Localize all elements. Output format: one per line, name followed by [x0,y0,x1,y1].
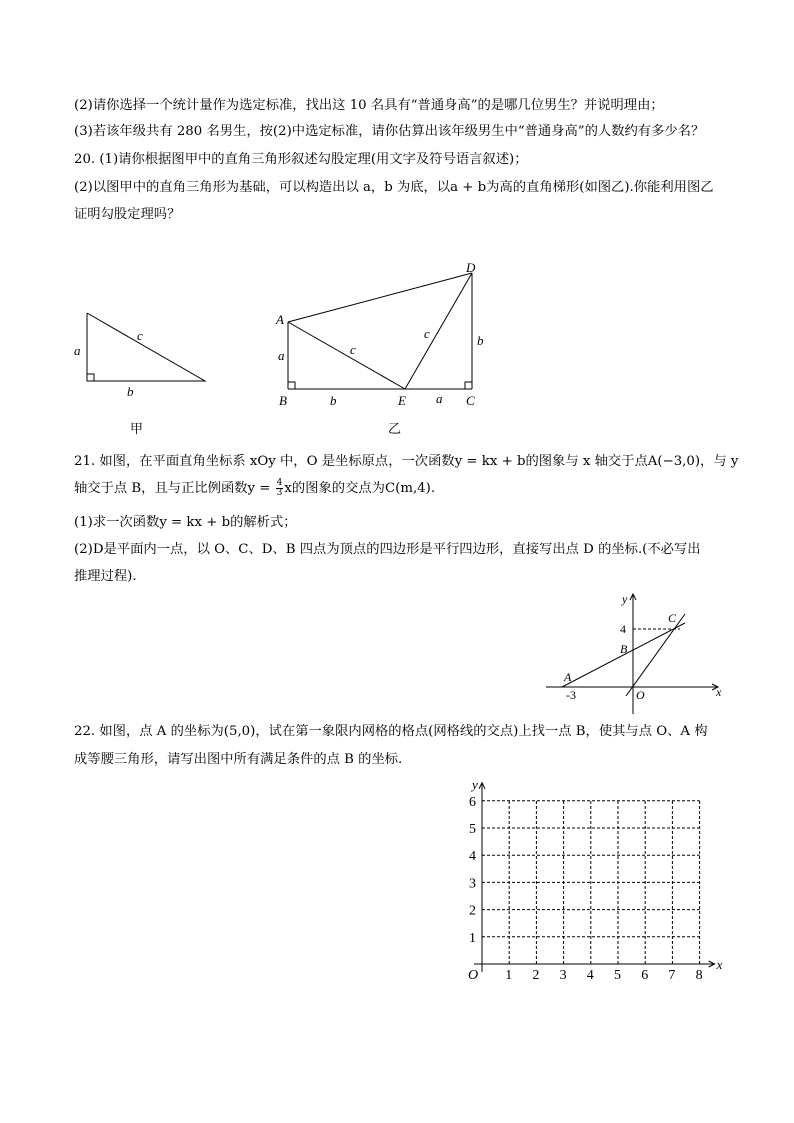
q21-line-3: (1)求一次函数y = kx + b的解析式； [74,515,297,530]
q20-line-1: 20. (1)请你根据图甲中的直角三角形叙述勾股定理(用文字及符号语言叙述)； [74,152,528,167]
y-tick-label: 4 [469,849,476,865]
caption-yi: 乙 [388,421,402,436]
x-tick-label: 7 [668,968,676,983]
label-A: A [276,312,284,327]
origin-label: O [468,968,479,983]
q21-line-2-end: x的图象的交点为C(m,4). [284,481,436,496]
label-b-bottom: b [330,393,337,408]
label-A: A [564,670,572,684]
x-tick-label: 2 [532,968,540,983]
x-tick-label: 5 [614,968,621,983]
x-tick-label: 8 [695,968,703,983]
right-angle-mark [87,374,94,381]
x-tick-label: 6 [641,968,649,983]
label-4: 4 [620,622,626,636]
label-c-AE: c [350,342,356,357]
q22-line-1: 22. 如图，点 A 的坐标为(5,0)，试在第一象限内网格的格点(网格线的交点)上找一点 B，使其与点 O、A 构 [74,724,708,739]
label-x: x [716,685,722,699]
label-b: b [127,384,134,399]
fraction-denominator: 3 [276,488,283,498]
label-y: y [622,592,628,606]
segment-AD [288,273,472,322]
y-tick-label: 2 [469,903,476,919]
q22-line-2: 成等腰三角形，请写出图中所有满足条件的点 B 的坐标. [74,752,403,767]
fraction-4-3 [276,479,284,498]
y-tick-label: 1 [469,930,476,946]
label-E: E [398,393,406,408]
line-OC [626,614,685,696]
right-angle-C [465,382,472,389]
fraction-numerator: 4 [276,478,283,488]
label-b-right: b [477,333,484,348]
x-tick-label: 4 [586,968,594,983]
y-tick-label: 6 [469,794,476,810]
figure-yi [270,260,500,435]
q21-line-2-start: 轴交于点 B，且与正比例函数y = [74,481,275,496]
q21-line-4: (2)D是平面内一点，以 O、C、D、B 四点为顶点的四边形是平行四边形，直接写出点 D 的坐标.(不必写出 [74,542,701,557]
right-angle-B [288,382,295,389]
x-axis-label: x [716,957,723,972]
label-C: C [668,611,677,625]
q22-grid [460,772,750,992]
label-B: B [279,393,287,408]
y-tick-label: 5 [469,822,476,837]
triangle-jia [87,313,205,381]
q19-line-2: (2)请你选择一个统计量作为选定标准，找出这 10 名具有“普通身高”的是哪几位男生？并说明理由； [74,98,664,113]
y-tick-label: 3 [469,876,476,892]
label-neg3: -3 [566,688,576,702]
q21-line-2 [74,479,734,499]
label-c: c [137,328,143,343]
q21-line-1: 21. 如图，在平面直角坐标系 xOy 中，O 是坐标原点，一次函数y = kx + b的图象与 x 轴交于点A(−3,0)，与 y [74,454,739,469]
label-a-bottom: a [436,391,443,406]
q20-line-3: 证明勾股定理吗？ [74,207,181,222]
x-tick-label: 3 [559,968,567,983]
label-C: C [466,393,475,408]
caption-jia: 甲 [130,421,144,436]
q19-line-3: (3)若该年级共有 280 名男生，按(2)中选定标准，请你估算出该年级男生中“普通身高”的人数约有多少名？ [74,124,705,139]
label-a: a [74,343,81,358]
y-axis-label: y [472,776,478,792]
q21-graph [540,592,730,722]
label-a-left: a [278,348,285,363]
segment-AE [288,322,405,389]
label-D: D [466,260,476,275]
figure-jia [70,300,230,440]
label-c-ED: c [424,326,430,341]
q21-line-5: 推理过程). [74,569,137,584]
x-tick-label: 1 [505,968,513,983]
label-B: B [620,642,628,656]
segment-ED [405,273,472,389]
q20-line-2: (2)以图甲中的直角三角形为基础，可以构造出以 a，b 为底，以a + b为高的直角梯形(如图乙).你能利用图乙 [74,180,714,195]
label-O: O [636,688,645,702]
